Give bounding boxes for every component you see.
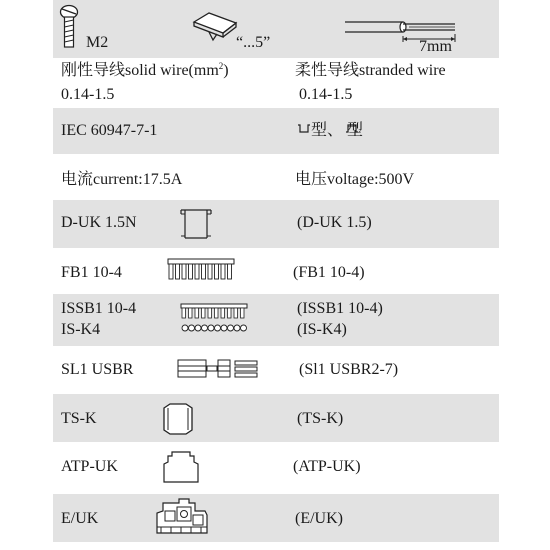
accessory-alt: (D-UK 1.5) xyxy=(297,214,372,231)
accessory-alt-2: (IS-K4) xyxy=(297,321,347,338)
solid-wire-label: 刚性导线solid $wire(mm^2)$ xyxy=(61,61,229,79)
band-partition xyxy=(53,442,499,494)
test-plug-icon xyxy=(160,402,196,436)
accessory-alt: (FB1 10-4) xyxy=(293,264,365,281)
strip-length: 7mm xyxy=(419,38,452,55)
screw-icon xyxy=(59,4,79,50)
blade-size: “...5” xyxy=(236,34,271,51)
accessory-alt: (ATP-UK) xyxy=(293,458,361,475)
marker-strip-icon xyxy=(177,358,259,380)
accessory-name: D-UK 1.5N xyxy=(61,214,137,231)
band-bottom xyxy=(53,542,499,550)
solid-wire-range: 0.14-1.5 xyxy=(61,86,115,103)
accessory-alt: (E/UK) xyxy=(295,510,343,527)
accessory-name: SL1 USBR xyxy=(61,361,134,378)
partition-plate-icon xyxy=(162,450,200,486)
band-end-clamp xyxy=(53,494,499,542)
accessory-name: ATP-UK xyxy=(61,458,118,475)
spec-sheet xyxy=(53,0,499,550)
fixed-bridge-icon xyxy=(167,257,235,281)
accessory-name: ISSB1 10-4 xyxy=(61,300,137,317)
screwdriver-blade-icon xyxy=(191,8,239,42)
standard-number: IEC 60947-7-1 xyxy=(61,122,158,139)
accessory-alt: (TS-K) xyxy=(297,410,344,427)
band-test-plug xyxy=(53,394,499,442)
rail-types: 型、 型 xyxy=(311,122,364,139)
end-clamp-icon xyxy=(155,497,211,537)
accessory-alt: (Sl1 USBR2-7) xyxy=(299,361,399,378)
rated-current: 电流current:17.5A xyxy=(61,171,183,188)
end-cover-icon xyxy=(177,206,215,242)
accessory-name: TS-K xyxy=(61,410,97,427)
stranded-wire-range: 0.14-1.5 xyxy=(299,86,353,103)
insertion-bridge-icon xyxy=(180,303,248,333)
rated-voltage: 电压voltage:500V xyxy=(295,171,415,188)
accessory-alt: (ISSB1 10-4) xyxy=(297,300,383,317)
screw-size: M2 xyxy=(86,34,109,51)
rail-ns35-icon xyxy=(297,121,311,135)
stranded-wire-label: 柔性导线stranded wire xyxy=(295,62,446,79)
accessory-name: E/UK xyxy=(61,510,99,527)
accessory-name: FB1 10-4 xyxy=(61,264,122,281)
accessory-name-2: IS-K4 xyxy=(61,321,101,338)
